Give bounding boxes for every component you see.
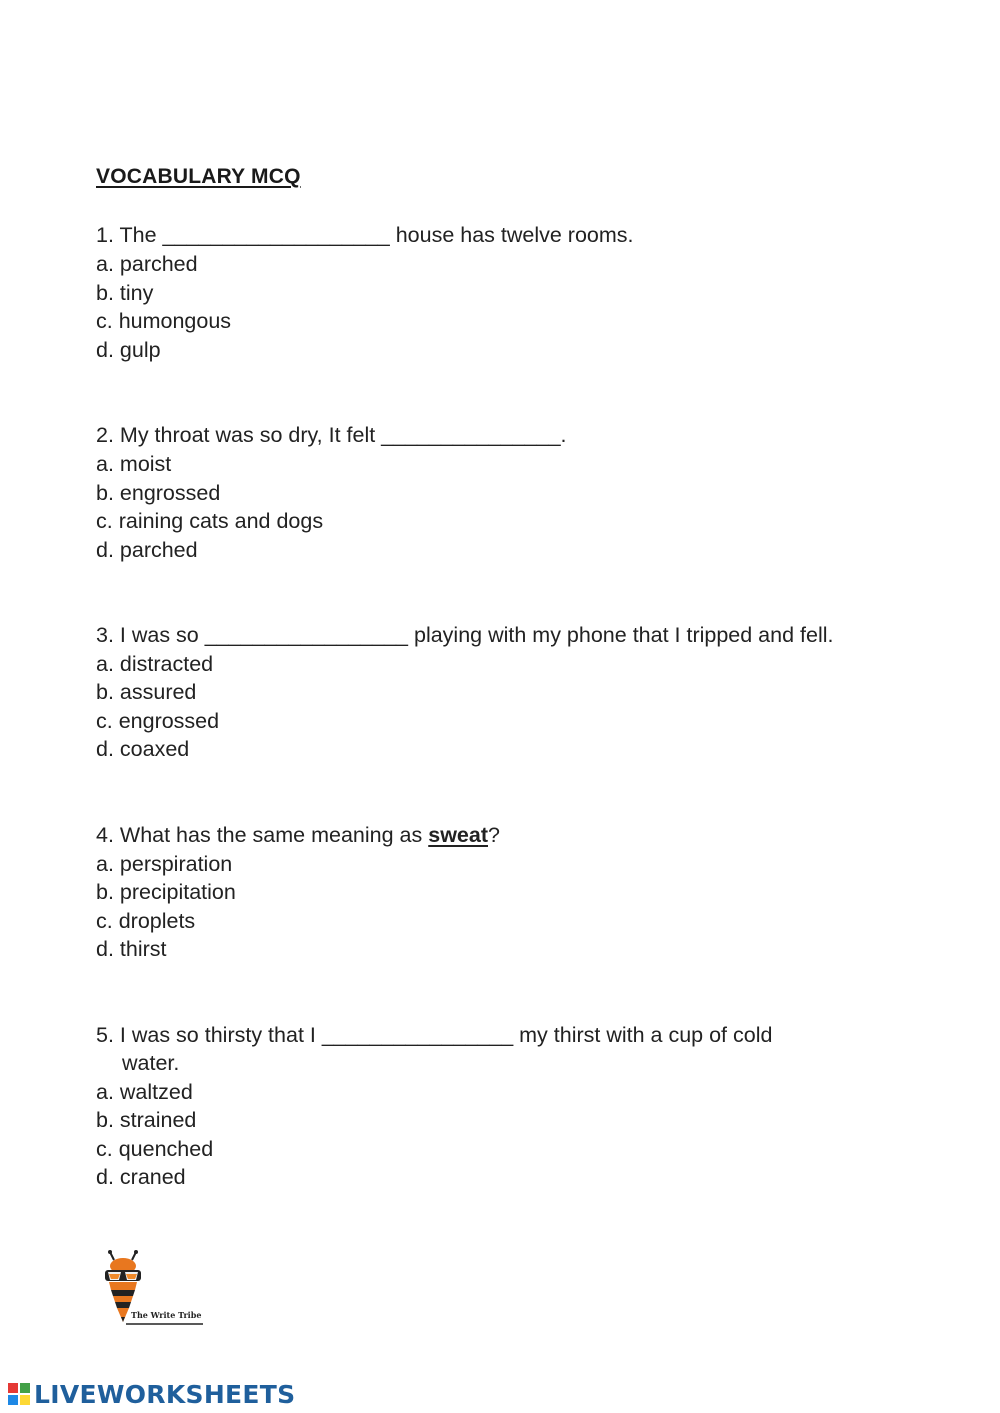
worksheet-title: VOCABULARY MCQ (96, 165, 301, 188)
question-4-option-b[interactable]: b. precipitation (96, 880, 236, 904)
question-4-option-d[interactable]: d. thirst (96, 937, 167, 961)
question-4-stem-prefix: 4. What has the same meaning as (96, 823, 429, 847)
question-3-stem: 3. I was so _________________ playing with my phone that I tripped and fell. (96, 623, 834, 647)
question-1-option-c[interactable]: c. humongous (96, 309, 232, 333)
question-3-option-a[interactable]: a. distracted (96, 652, 214, 676)
question-3-option-d[interactable]: d. coaxed (96, 737, 190, 761)
question-2-option-c[interactable]: c. raining cats and dogs (96, 509, 324, 533)
question-3-option-c[interactable]: c. engrossed (96, 709, 220, 733)
question-4-option-c[interactable]: c. droplets (96, 909, 196, 933)
footer-brand-text: LIVEWORKSHEETS (34, 1379, 296, 1409)
liveworksheets-logo-icon (8, 1383, 30, 1405)
question-1-option-d[interactable]: d. gulp (96, 338, 161, 362)
question-2-option-b[interactable]: b. engrossed (96, 481, 221, 505)
question-2-option-d[interactable]: d. parched (96, 538, 198, 562)
bee-logo (98, 1250, 208, 1328)
question-2-stem: 2. My throat was so dry, It felt _______________. (96, 423, 567, 447)
footer-brand[interactable] (8, 1378, 295, 1410)
question-4-keyword: sweat (428, 823, 488, 847)
question-4-option-a[interactable]: a. perspiration (96, 852, 233, 876)
question-5-option-b[interactable]: b. strained (96, 1108, 197, 1132)
question-5-option-a[interactable]: a. waltzed (96, 1080, 193, 1104)
question-1-stem: 1. The ___________________ house has twelve rooms. (96, 223, 634, 247)
question-3-option-b[interactable]: b. assured (96, 680, 197, 704)
question-2-option-a[interactable]: a. moist (96, 452, 172, 476)
question-4-stem (96, 821, 500, 849)
logo-caption: The Write Tribe (131, 1310, 202, 1320)
question-5-stem-continued: water. (122, 1051, 180, 1075)
question-5-stem: 5. I was so thirsty that I ________________ my thirst with a cup of cold (96, 1023, 773, 1047)
question-5-option-c[interactable]: c. quenched (96, 1137, 214, 1161)
question-5-option-d[interactable]: d. craned (96, 1165, 186, 1189)
question-1-option-a[interactable]: a. parched (96, 252, 198, 276)
question-4-stem-suffix: ? (488, 823, 500, 847)
question-1-option-b[interactable]: b. tiny (96, 281, 154, 305)
